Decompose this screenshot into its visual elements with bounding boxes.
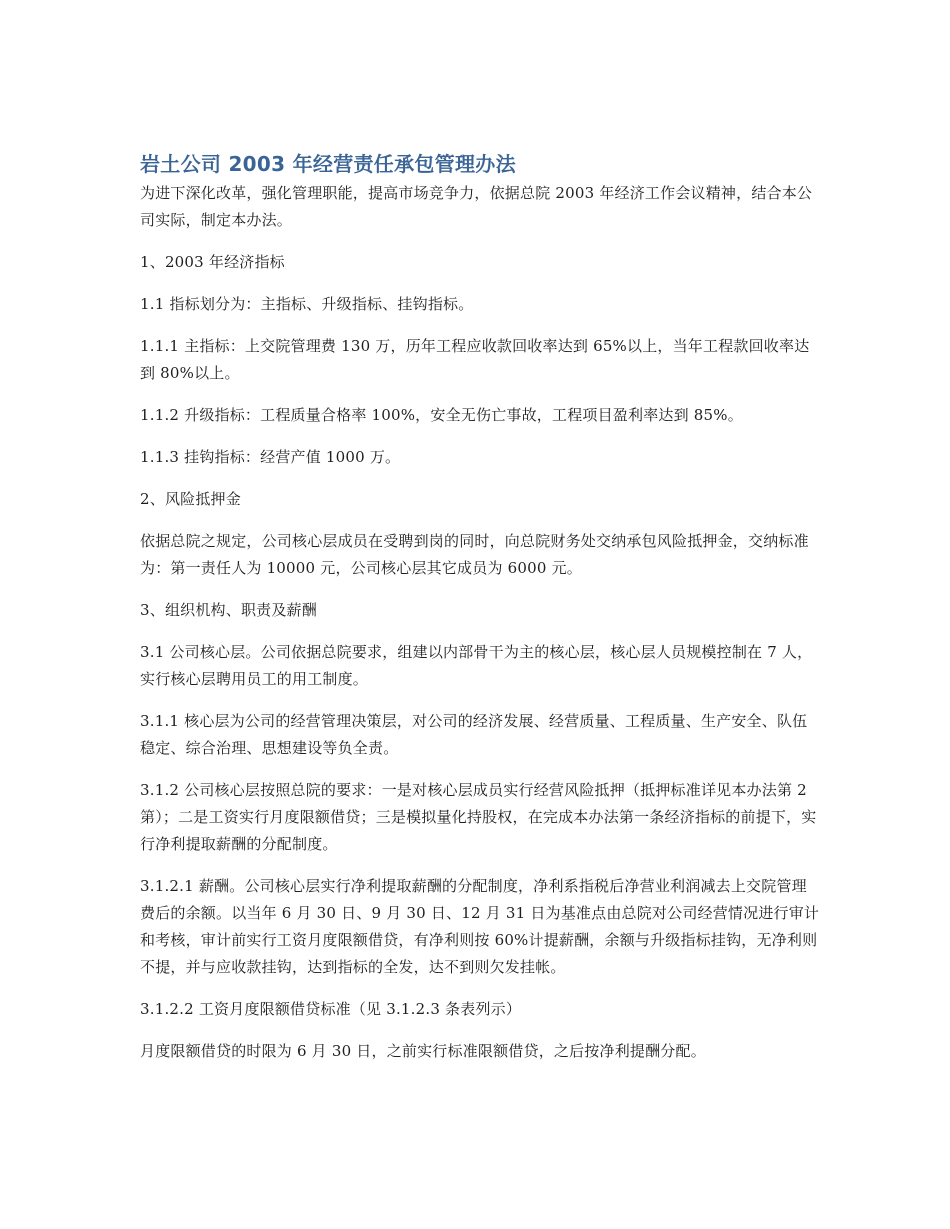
loan-period-paragraph: 月度限额借贷的时限为 6 月 30 日，之前实行标准限额借贷，之后按净利提酬分配。 (140, 1042, 706, 1060)
clause-3-1: 3.1 公司核心层。公司依据总院要求，组建以内部骨干为主的核心层，核心层人员规模控制在 7 人，实行核心层聘用员工的用工制度。 (140, 643, 813, 688)
clause-1-1-2: 1.1.2 升级指标：工程质量合格率 100%，安全无伤亡事故，工程项目盈利率达到 85%。 (140, 406, 743, 424)
section-heading-3: 3、组织机构、职责及薪酬 (140, 601, 317, 619)
document-title: 岩土公司 2003 年经营责任承包管理办法 (140, 152, 516, 176)
clause-3-1-2: 3.1.2 公司核心层按照总院的要求：一是对核心层成员实行经营风险抵押（抵押标准详见本办法第 2 第）；二是工资实行月度限额借贷；三是模拟量化持股权，在完成本办法第一条经济指标的前提下，实行净利提取薪酬的分配制度。 (140, 781, 817, 853)
deposit-paragraph: 依据总院之规定，公司核心层成员在受聘到岗的同时，向总院财务处交纳承包风险抵押金，交纳标准为：第一责任人为 10000 元，公司核心层其它成员为 6000 元。 (140, 532, 809, 577)
clause-3-1-2-1: 3.1.2.1 薪酬。公司核心层实行净利提取薪酬的分配制度，净利系指税后净营业利润减去上交院管理费后的余额。以当年 6 月 30 日、9 月 30 日、12 月 31 日为基准点由总院对公司经营情况进行审计和考核，审计前实行工资月度限额借贷，有净利则按 60%计提薪酬，余额与升级指标挂钩，无净利则不提，并与应收款挂钩，达到指标的全发，达不到则欠发挂帐。 (140, 877, 820, 976)
document-page (140, 148, 820, 1080)
intro-paragraph: 为进下深化改革，强化管理职能，提高市场竞争力，依据总院 2003 年经济工作会议精神，结合本公司实际，制定本办法。 (140, 184, 813, 229)
clause-1-1-1: 1.1.1 主指标：上交院管理费 130 万，历年工程应收款回收率达到 65%以上，当年工程款回收率达到 80%以上。 (140, 337, 810, 382)
section-heading-1: 1、2003 年经济指标 (140, 253, 285, 271)
section-heading-2: 2、风险抵押金 (140, 490, 241, 508)
clause-1-1-3: 1.1.3 挂钩指标：经营产值 1000 万。 (140, 448, 401, 466)
clause-1-1: 1.1 指标划分为：主指标、升级指标、挂钩指标。 (140, 295, 474, 313)
clause-3-1-2-2: 3.1.2.2 工资月度限额借贷标准（见 3.1.2.3 条表列示） (140, 1000, 522, 1018)
clause-3-1-1: 3.1.1 核心层为公司的经营管理决策层，对公司的经济发展、经营质量、工程质量、生产安全、队伍稳定、综合治理、思想建设等负全责。 (140, 712, 808, 757)
